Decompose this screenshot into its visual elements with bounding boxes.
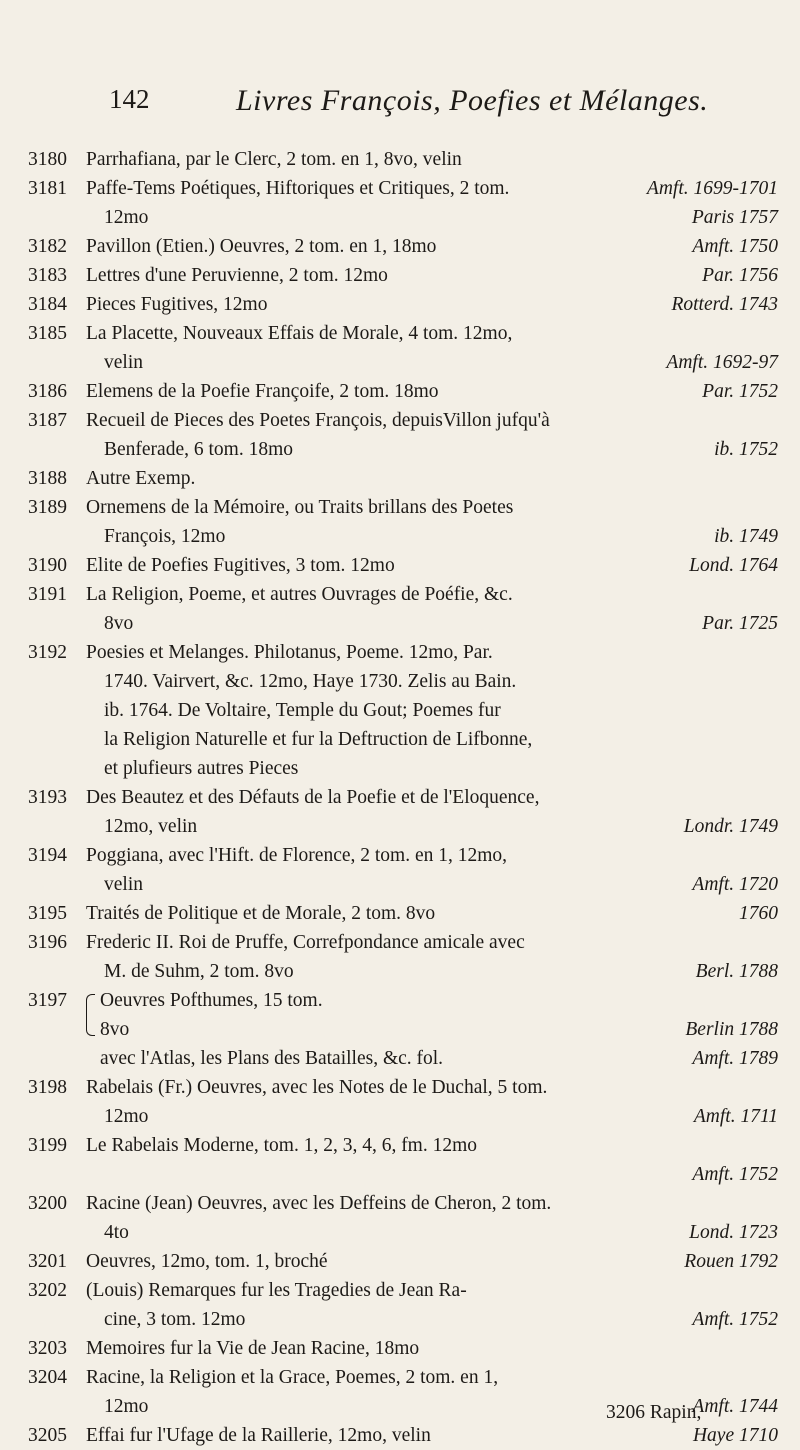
catalogue-entry	[28, 1189, 778, 1247]
entry-line	[86, 1421, 778, 1450]
entry-imprint: Amft. 1789	[692, 1048, 778, 1069]
catalogue-entry	[28, 1421, 778, 1450]
entry-line	[86, 145, 778, 174]
entry-line	[86, 1276, 778, 1305]
entry-imprint: Par. 1725	[702, 613, 778, 634]
entry-number: 3201	[28, 1251, 67, 1272]
entry-number: 3198	[28, 1077, 67, 1098]
catalogue-entry	[28, 841, 778, 899]
entry-text: avec l'Atlas, les Plans des Batailles, &c. fol.	[100, 1048, 444, 1069]
catalogue-entry	[28, 1334, 778, 1363]
entry-text: François, 12mo	[104, 526, 226, 547]
entry-line	[86, 783, 778, 812]
entry-text: 8vo	[104, 613, 134, 634]
entry-imprint: Lond. 1723	[689, 1222, 778, 1243]
entry-line	[100, 1015, 778, 1044]
entry-text: Des Beautez et des Défauts de la Poefie et de l'Eloquence,	[86, 787, 540, 808]
entry-text: 4to	[104, 1222, 129, 1243]
entry-number: 3187	[28, 410, 67, 431]
catchword: 3206 Rapin,	[606, 1402, 702, 1423]
entry-text: Ornemens de la Mémoire, ou Traits brillans des Poetes	[86, 497, 514, 518]
entry-line	[86, 232, 778, 261]
catalogue-entry	[28, 1131, 778, 1189]
entry-imprint: Par. 1752	[702, 381, 778, 402]
entry-line	[86, 754, 778, 783]
entry-line	[86, 580, 778, 609]
entry-line	[86, 464, 778, 493]
entry-number: 3183	[28, 265, 67, 286]
catalogue-entry	[28, 464, 778, 493]
entry-text: Benferade, 6 tom. 18mo	[104, 439, 293, 460]
entry-line	[86, 1334, 778, 1363]
entry-imprint: Londr. 1749	[683, 816, 778, 837]
entry-line	[100, 986, 778, 1015]
entry-line	[86, 174, 778, 203]
entry-number: 3195	[28, 903, 67, 924]
catalogue-entry	[28, 986, 778, 1073]
entry-imprint: Rotterd. 1743	[671, 294, 778, 315]
entry-imprint: 1760	[739, 903, 778, 924]
entry-number: 3191	[28, 584, 67, 605]
entry-imprint: Paris 1757	[691, 207, 778, 228]
entry-line	[86, 1363, 778, 1392]
entry-text: Pieces Fugitives, 12mo	[86, 294, 268, 315]
entry-text: M. de Suhm, 2 tom. 8vo	[104, 961, 294, 982]
entry-number: 3205	[28, 1425, 67, 1446]
catalogue-entry	[28, 1073, 778, 1131]
entry-number: 3204	[28, 1367, 67, 1388]
entry-text: La Religion, Poeme, et autres Ouvrages de Poéfie, &c.	[86, 584, 513, 605]
entry-text: Paffe-Tems Poétiques, Hiftoriques et Critiques, 2 tom.	[86, 178, 510, 199]
entry-number: 3182	[28, 236, 67, 257]
entry-line	[86, 1073, 778, 1102]
entry-number: 3203	[28, 1338, 67, 1359]
entry-imprint: Amft. 1752	[692, 1309, 778, 1330]
entry-line	[86, 203, 778, 232]
page-title: Livres François, Poefies et Mélanges.	[236, 84, 709, 117]
catalogue-entry	[28, 493, 778, 551]
entry-line	[86, 899, 778, 928]
entry-text: Poggiana, avec l'Hift. de Florence, 2 tom. en 1, 12mo,	[86, 845, 508, 866]
entry-line	[86, 1160, 778, 1189]
catalogue-entry	[28, 1276, 778, 1334]
entry-text: Poesies et Melanges. Philotanus, Poeme. 12mo, Par.	[86, 642, 493, 663]
entry-imprint: ib. 1752	[714, 439, 778, 460]
entry-line	[86, 348, 778, 377]
entry-number: 3184	[28, 294, 67, 315]
entry-line	[86, 290, 778, 319]
page-number: 142	[109, 84, 150, 114]
entry-imprint: Berl. 1788	[695, 961, 778, 982]
entry-line	[86, 725, 778, 754]
entry-number: 3194	[28, 845, 67, 866]
entry-imprint: Amft. 1711	[693, 1106, 778, 1127]
entry-line	[86, 435, 778, 464]
entry-list	[28, 145, 778, 1450]
entry-line	[86, 522, 778, 551]
entry-number: 3188	[28, 468, 67, 489]
entry-text: Parrhafiana, par le Clerc, 2 tom. en 1, 8vo, velin	[86, 149, 462, 170]
entry-text: Pavillon (Etien.) Oeuvres, 2 tom. en 1, 18mo	[86, 236, 437, 257]
entry-line	[86, 377, 778, 406]
entry-line	[86, 696, 778, 725]
entry-imprint: Haye 1710	[692, 1425, 778, 1446]
catalogue-entry	[28, 377, 778, 406]
catalogue-entry	[28, 928, 778, 986]
entry-number: 3202	[28, 1280, 67, 1301]
entry-imprint: Amft. 1692-97	[666, 352, 778, 373]
entry-line	[86, 609, 778, 638]
catalogue-entry	[28, 1247, 778, 1276]
entry-line	[86, 667, 778, 696]
entry-imprint: Par. 1756	[702, 265, 778, 286]
entry-line	[86, 1218, 778, 1247]
entry-text: 1740. Vairvert, &c. 12mo, Haye 1730. Zelis au Bain.	[104, 671, 517, 692]
entry-number: 3181	[28, 178, 67, 199]
entry-text: Recueil de Pieces des Poetes François, depuisVillon jufqu'à	[86, 410, 550, 431]
entry-text: La Placette, Nouveaux Effais de Morale, 4 tom. 12mo,	[86, 323, 513, 344]
entry-imprint: Berlin 1788	[685, 1019, 778, 1040]
entry-text: Oeuvres Pofthumes, 15 tom.	[100, 990, 323, 1011]
entry-text: Racine, la Religion et la Grace, Poemes, 2 tom. en 1,	[86, 1367, 499, 1388]
catalogue-entry	[28, 899, 778, 928]
entry-text: Racine (Jean) Oeuvres, avec les Deffeins de Cheron, 2 tom.	[86, 1193, 552, 1214]
entry-number: 3180	[28, 149, 67, 170]
entry-imprint: Amft. 1752	[692, 1164, 778, 1185]
entry-text: 12mo	[104, 207, 149, 228]
entry-text: Autre Exemp.	[86, 468, 196, 489]
entry-line	[86, 1102, 778, 1131]
entry-line	[86, 870, 778, 899]
entry-number: 3199	[28, 1135, 67, 1156]
entry-number: 3192	[28, 642, 67, 663]
entry-number: 3185	[28, 323, 67, 344]
entry-line	[86, 638, 778, 667]
brace	[86, 994, 95, 1036]
entry-text: Effai fur l'Ufage de la Raillerie, 12mo, velin	[86, 1425, 431, 1446]
entry-text: 12mo	[104, 1106, 149, 1127]
entry-text: cine, 3 tom. 12mo	[104, 1309, 246, 1330]
entry-text: Traités de Politique et de Morale, 2 tom. 8vo	[86, 903, 436, 924]
entry-imprint: ib. 1749	[714, 526, 778, 547]
entry-line	[86, 261, 778, 290]
entry-line	[86, 928, 778, 957]
entry-number: 3186	[28, 381, 67, 402]
catalogue-entry	[28, 232, 778, 261]
catalogue-entry	[28, 290, 778, 319]
entry-line	[86, 957, 778, 986]
entry-text: Rabelais (Fr.) Oeuvres, avec les Notes de le Duchal, 5 tom.	[86, 1077, 548, 1098]
entry-imprint: Amft. 1699-1701	[646, 178, 778, 199]
catalogue-entry	[28, 261, 778, 290]
entry-text: et plufieurs autres Pieces	[104, 758, 299, 779]
page-header	[76, 84, 756, 124]
entry-line	[86, 551, 778, 580]
entry-number: 3200	[28, 1193, 67, 1214]
entry-line	[86, 493, 778, 522]
entry-text: Oeuvres, 12mo, tom. 1, broché	[86, 1251, 328, 1272]
entry-text: 12mo, velin	[104, 816, 198, 837]
entry-line	[86, 812, 778, 841]
entry-number: 3189	[28, 497, 67, 518]
catalogue-entry	[28, 145, 778, 174]
entry-text: Elemens de la Poefie Françoife, 2 tom. 18mo	[86, 381, 439, 402]
catalogue-entry	[28, 174, 778, 232]
entry-text: Lettres d'une Peruvienne, 2 tom. 12mo	[86, 265, 388, 286]
entry-line	[86, 1131, 778, 1160]
entry-line	[86, 1247, 778, 1276]
entry-text: Frederic II. Roi de Pruffe, Correfpondance amicale avec	[86, 932, 525, 953]
entry-imprint: Lond. 1764	[689, 555, 778, 576]
entry-imprint: Amft. 1720	[692, 874, 778, 895]
entry-line	[86, 406, 778, 435]
catalogue-entry	[28, 580, 778, 638]
entry-text: Elite de Poefies Fugitives, 3 tom. 12mo	[86, 555, 395, 576]
entry-number: 3190	[28, 555, 67, 576]
entry-text: 8vo	[100, 1019, 130, 1040]
entry-imprint: Amft. 1744	[692, 1396, 778, 1417]
entry-line	[86, 841, 778, 870]
catalogue-entry	[28, 638, 778, 783]
catalogue-entry	[28, 406, 778, 464]
entry-text: 12mo	[104, 1396, 149, 1417]
entry-number: 3196	[28, 932, 67, 953]
entry-imprint: Amft. 1750	[692, 236, 778, 257]
entry-number: 3193	[28, 787, 67, 808]
catalogue-entry	[28, 783, 778, 841]
entry-text: velin	[104, 352, 143, 373]
catalogue-entry	[28, 319, 778, 377]
entry-text: Memoires fur la Vie de Jean Racine, 18mo	[86, 1338, 420, 1359]
catalogue-entry	[28, 551, 778, 580]
entry-text: velin	[104, 874, 143, 895]
entry-line	[100, 1044, 778, 1073]
entry-text: ib. 1764. De Voltaire, Temple du Gout; Poemes fur	[104, 700, 501, 721]
entry-number: 3197	[28, 990, 67, 1011]
entry-text: (Louis) Remarques fur les Tragedies de Jean Ra-	[86, 1280, 467, 1301]
entry-text: Le Rabelais Moderne, tom. 1, 2, 3, 4, 6, fm. 12mo	[86, 1135, 478, 1156]
entry-line	[86, 319, 778, 348]
entry-text: la Religion Naturelle et fur la Deftruction de Lifbonne,	[104, 729, 533, 750]
entry-imprint: Rouen 1792	[684, 1251, 778, 1272]
entry-line	[86, 1189, 778, 1218]
entry-line	[86, 1305, 778, 1334]
